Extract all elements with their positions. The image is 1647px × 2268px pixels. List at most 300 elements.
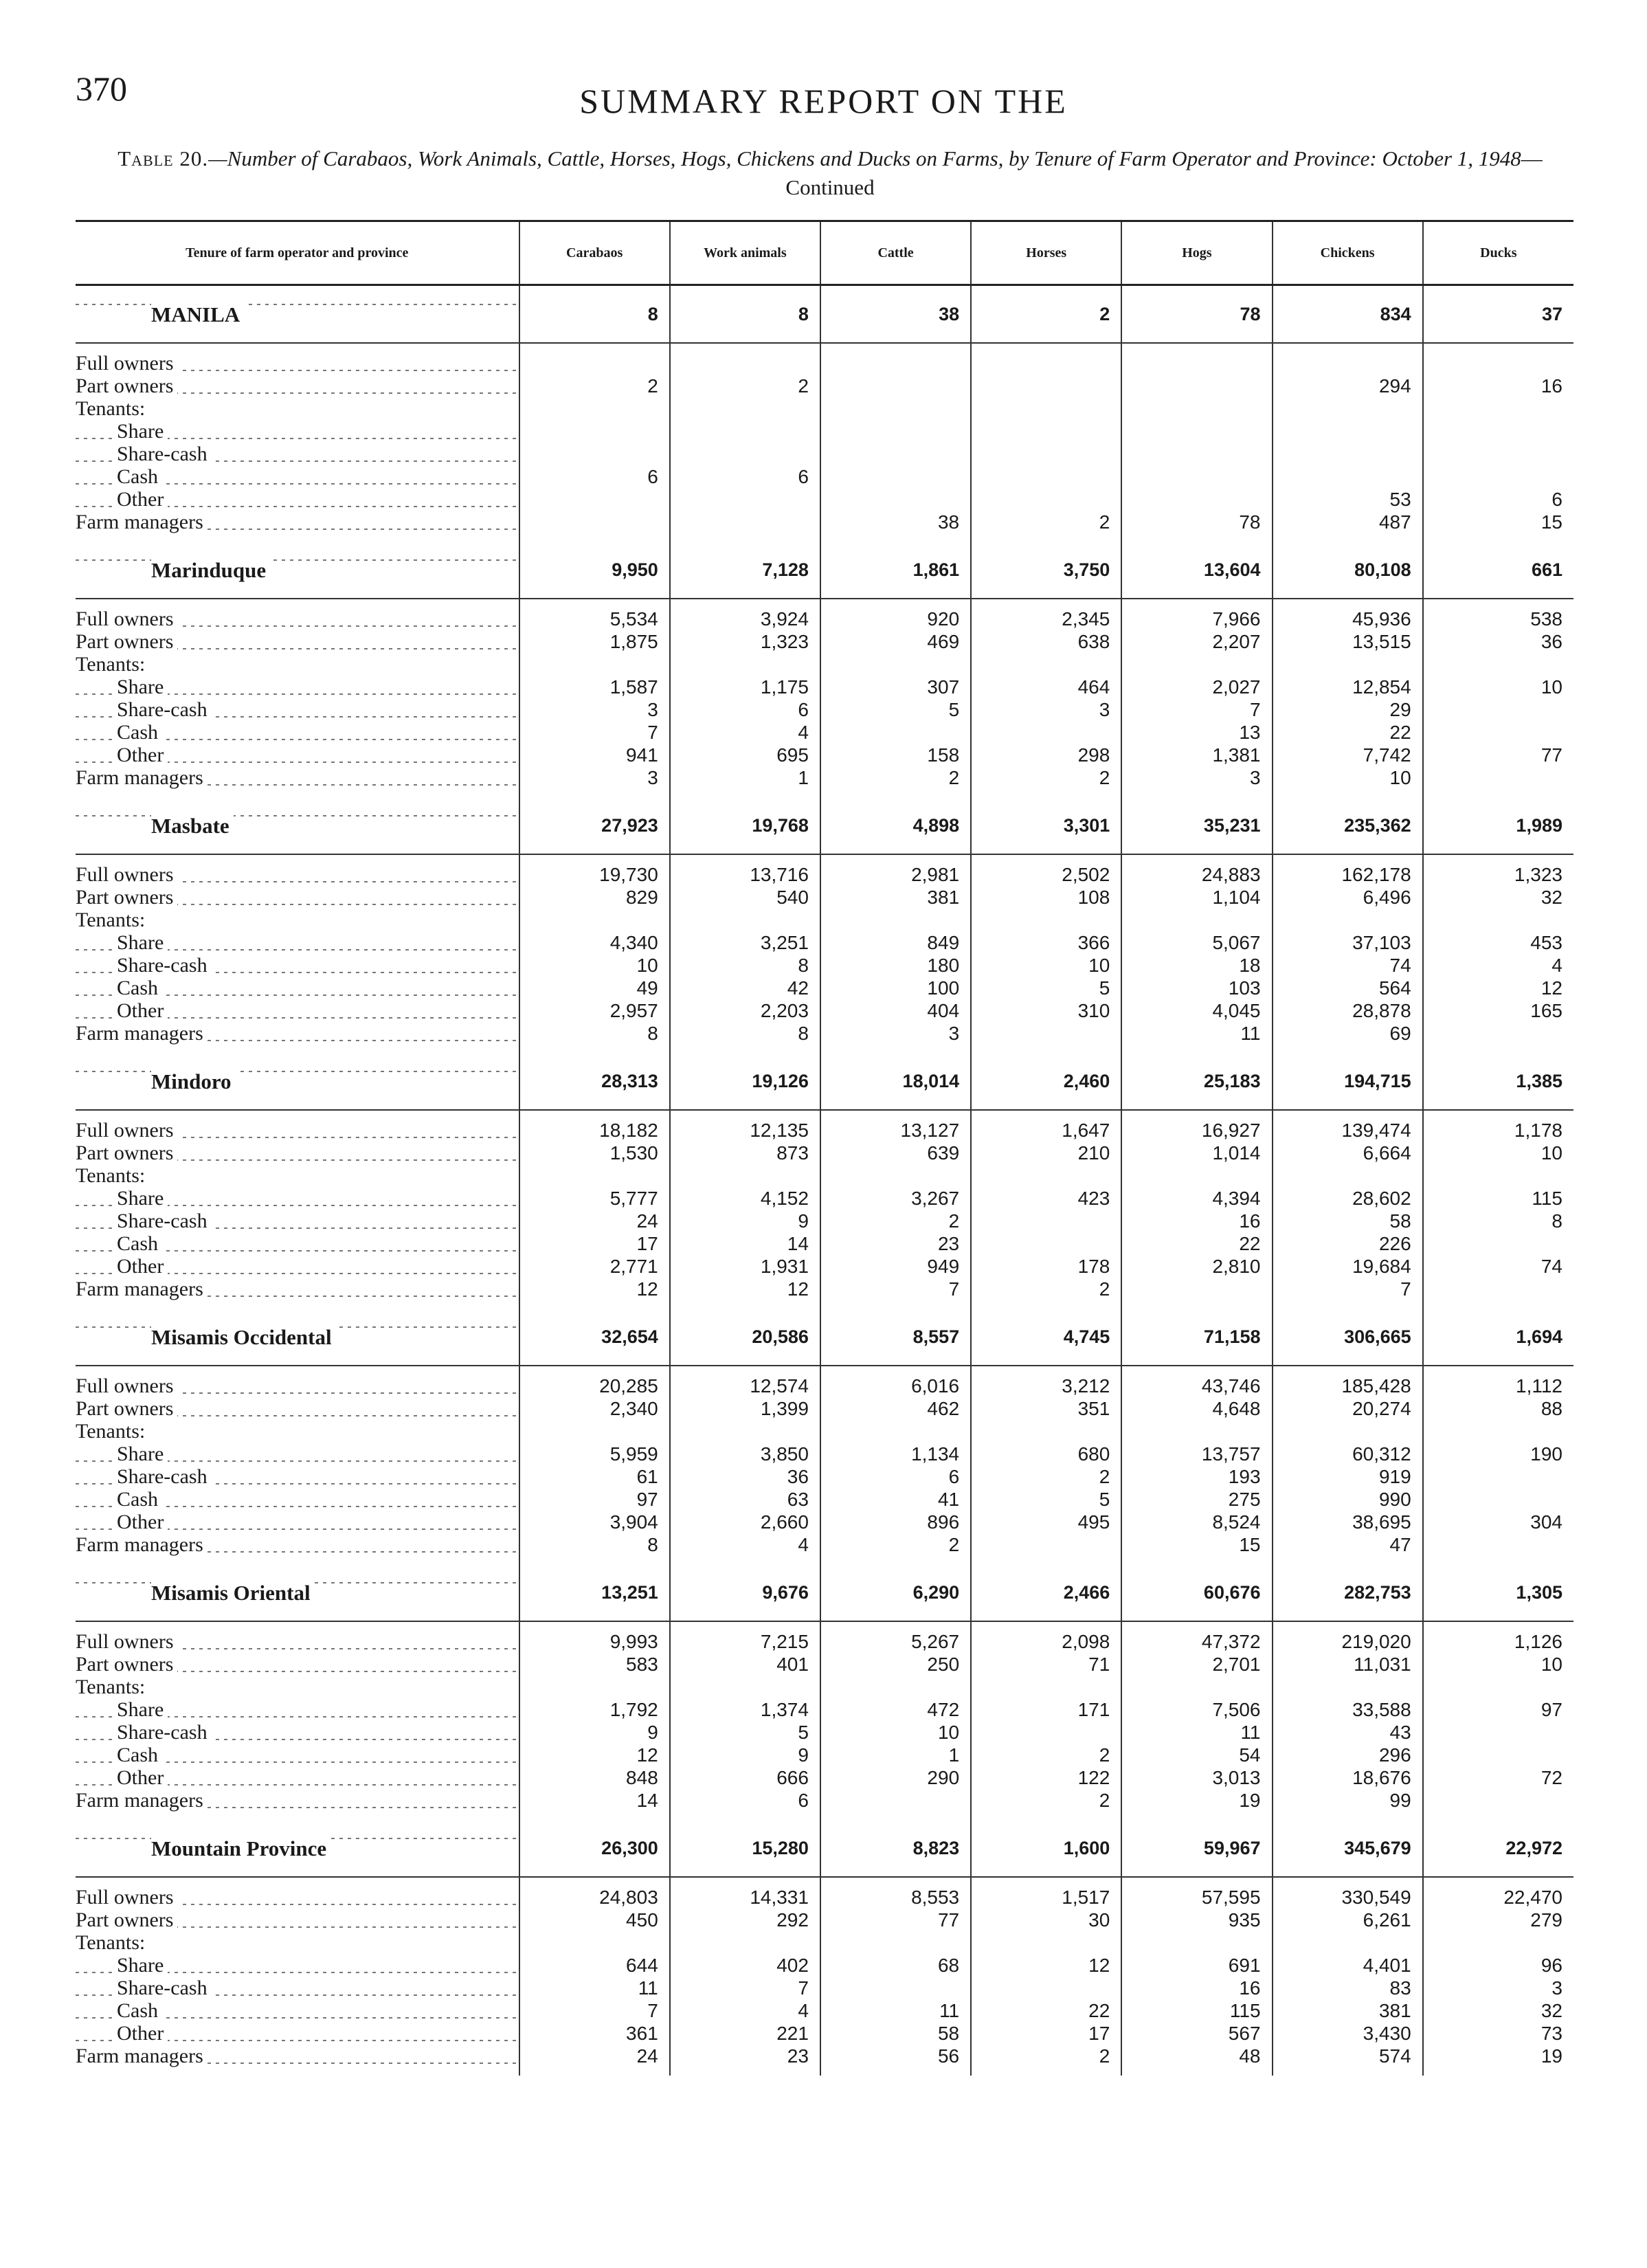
table-row	[76, 1676, 1573, 1698]
value-cell: 10	[971, 954, 1121, 977]
value-cell	[1423, 1676, 1573, 1698]
value-cell: 2,701	[1121, 1653, 1272, 1676]
total-cell: 194,715	[1273, 1053, 1423, 1110]
total-cell: 8,823	[820, 1820, 971, 1877]
row-spacer	[76, 1366, 1573, 1375]
spacer-cell	[971, 533, 1121, 542]
value-cell: 2,502	[971, 863, 1121, 886]
row-label: Other	[117, 999, 168, 1022]
value-cell: 5,959	[519, 1443, 670, 1465]
value-cell	[1423, 653, 1573, 676]
value-cell: 5	[820, 698, 971, 721]
row-label: Share	[117, 676, 168, 698]
value-cell: 20,285	[519, 1375, 670, 1397]
spacer-cell	[1121, 599, 1272, 608]
value-cell	[820, 1931, 971, 1954]
value-cell: 19,684	[1273, 1255, 1423, 1278]
row-label-cell	[76, 608, 519, 630]
spacer-cell	[670, 1556, 820, 1564]
province-label: Misamis Occidental	[151, 1325, 336, 1349]
row-label-cell	[76, 1676, 519, 1698]
spacer-cell	[820, 789, 971, 797]
spacer-cell	[670, 1110, 820, 1119]
row-label: Share-cash	[117, 1210, 212, 1232]
table-row	[76, 630, 1573, 653]
spacer-cell	[1121, 1045, 1272, 1053]
province-label: Mindoro	[151, 1069, 236, 1093]
value-cell	[1423, 443, 1573, 465]
value-cell: 896	[820, 1511, 971, 1533]
value-cell: 2,340	[519, 1397, 670, 1420]
spacer-cell	[1273, 343, 1423, 352]
value-cell: 464	[971, 676, 1121, 698]
spacer-cell	[670, 854, 820, 863]
table-row	[76, 1397, 1573, 1420]
value-cell	[1121, 465, 1272, 488]
spacer-cell	[519, 1045, 670, 1053]
value-cell	[1121, 653, 1272, 676]
value-cell: 2	[820, 1533, 971, 1556]
table-row	[76, 721, 1573, 744]
total-cell: 13,604	[1121, 542, 1272, 599]
value-cell: 12	[519, 1278, 670, 1300]
value-cell	[971, 721, 1121, 744]
value-cell: 57,595	[1121, 1886, 1272, 1909]
value-cell	[1423, 465, 1573, 488]
spacer-cell	[1273, 1300, 1423, 1309]
value-cell	[820, 397, 971, 420]
value-cell: 1,647	[971, 1119, 1121, 1142]
value-cell: 15	[1121, 1533, 1272, 1556]
row-label-cell	[76, 766, 519, 789]
spacer-cell	[76, 1300, 519, 1309]
total-cell: 4,898	[820, 797, 971, 854]
row-label: Farm managers	[76, 766, 208, 789]
table-row	[76, 1886, 1573, 1909]
value-cell: 24,883	[1121, 863, 1272, 886]
column-header-horses: Horses	[971, 221, 1121, 285]
spacer-cell	[1423, 1366, 1573, 1375]
table-row	[76, 676, 1573, 698]
value-cell: 1,374	[670, 1698, 820, 1721]
table-row	[76, 1999, 1573, 2022]
value-cell	[1121, 1931, 1272, 1954]
province-name	[76, 542, 519, 599]
value-cell: 12	[670, 1278, 820, 1300]
value-cell: 171	[971, 1698, 1121, 1721]
total-cell: 25,183	[1121, 1053, 1272, 1110]
column-header-carabaos: Carabaos	[519, 221, 670, 285]
value-cell: 2	[971, 1744, 1121, 1766]
row-label-cell	[76, 1954, 519, 1977]
spacer-cell	[519, 1621, 670, 1630]
row-spacer	[76, 1045, 1573, 1053]
spacer-cell	[76, 854, 519, 863]
value-cell	[1423, 721, 1573, 744]
row-spacer	[76, 343, 1573, 352]
value-cell: 540	[670, 886, 820, 909]
table-row	[76, 465, 1573, 488]
value-cell: 8	[670, 1022, 820, 1045]
value-cell	[971, 1022, 1121, 1045]
value-cell: 180	[820, 954, 971, 977]
total-cell: 80,108	[1273, 542, 1423, 599]
value-cell	[519, 1420, 670, 1443]
row-label: Other	[117, 2022, 168, 2045]
value-cell	[971, 443, 1121, 465]
value-cell: 29	[1273, 698, 1423, 721]
value-cell: 11	[1121, 1721, 1272, 1744]
row-label: Part owners	[76, 1909, 177, 1931]
value-cell: 849	[820, 931, 971, 954]
row-label-cell	[76, 1278, 519, 1300]
value-cell: 2,957	[519, 999, 670, 1022]
table-row	[76, 954, 1573, 977]
table-row	[76, 1278, 1573, 1300]
value-cell	[1121, 443, 1272, 465]
value-cell: 7	[519, 721, 670, 744]
value-cell: 366	[971, 931, 1121, 954]
value-cell: 5,534	[519, 608, 670, 630]
row-label: Full owners	[76, 863, 178, 886]
value-cell: 193	[1121, 1465, 1272, 1488]
value-cell: 10	[1273, 766, 1423, 789]
value-cell	[820, 352, 971, 375]
value-cell: 2	[971, 1789, 1121, 1812]
row-label: Full owners	[76, 1119, 178, 1142]
value-cell: 1,175	[670, 676, 820, 698]
spacer-cell	[519, 533, 670, 542]
row-label: Share	[117, 1187, 168, 1210]
value-cell: 2	[820, 766, 971, 789]
table-row	[76, 608, 1573, 630]
row-label-cell	[76, 375, 519, 397]
total-cell: 661	[1423, 542, 1573, 599]
value-cell: 3,430	[1273, 2022, 1423, 2045]
value-cell	[820, 1420, 971, 1443]
value-cell: 4	[670, 721, 820, 744]
value-cell: 404	[820, 999, 971, 1022]
table-row	[76, 1255, 1573, 1278]
value-cell	[820, 909, 971, 931]
row-label-cell	[76, 1397, 519, 1420]
value-cell: 58	[1273, 1210, 1423, 1232]
row-label: Cash	[117, 1999, 162, 2022]
value-cell: 1,126	[1423, 1630, 1573, 1653]
value-cell: 6,261	[1273, 1909, 1423, 1931]
value-cell	[519, 511, 670, 533]
value-cell: 18	[1121, 954, 1272, 977]
value-cell: 275	[1121, 1488, 1272, 1511]
spacer-cell	[1121, 1556, 1272, 1564]
value-cell: 13,515	[1273, 630, 1423, 653]
spacer-cell	[820, 1045, 971, 1053]
row-label: Tenants:	[76, 1931, 149, 1954]
value-cell: 58	[820, 2022, 971, 2045]
value-cell: 53	[1273, 488, 1423, 511]
value-cell	[971, 488, 1121, 511]
value-cell: 30	[971, 1909, 1121, 1931]
spacer-cell	[519, 789, 670, 797]
spacer-cell	[971, 1812, 1121, 1820]
row-label-cell	[76, 931, 519, 954]
row-label-cell	[76, 1931, 519, 1954]
value-cell: 221	[670, 2022, 820, 2045]
value-cell: 16	[1423, 375, 1573, 397]
value-cell	[1423, 1744, 1573, 1766]
value-cell: 63	[670, 1488, 820, 1511]
value-cell: 47,372	[1121, 1630, 1272, 1653]
row-label: Tenants:	[76, 909, 149, 931]
spacer-cell	[1423, 1877, 1573, 1886]
value-cell	[971, 420, 1121, 443]
spacer-cell	[1273, 533, 1423, 542]
total-cell: 834	[1273, 285, 1423, 344]
value-cell	[1273, 397, 1423, 420]
value-cell: 7,215	[670, 1630, 820, 1653]
total-cell: 27,923	[519, 797, 670, 854]
spacer-cell	[76, 1556, 519, 1564]
value-cell: 3,251	[670, 931, 820, 954]
total-cell: 15,280	[670, 1820, 820, 1877]
value-cell: 3	[519, 698, 670, 721]
table-row	[76, 2022, 1573, 2045]
total-cell: 2,466	[971, 1564, 1121, 1621]
row-label-cell	[76, 698, 519, 721]
spacer-cell	[519, 1300, 670, 1309]
value-cell	[519, 909, 670, 931]
total-cell: 26,300	[519, 1820, 670, 1877]
spacer-cell	[519, 599, 670, 608]
value-cell: 2,345	[971, 608, 1121, 630]
value-cell: 279	[1423, 1909, 1573, 1931]
row-label: Share-cash	[117, 443, 212, 465]
value-cell: 72	[1423, 1766, 1573, 1789]
total-cell: 1,694	[1423, 1309, 1573, 1366]
total-cell: 306,665	[1273, 1309, 1423, 1366]
value-cell: 28,602	[1273, 1187, 1423, 1210]
spacer-cell	[1121, 789, 1272, 797]
value-cell: 450	[519, 1909, 670, 1931]
value-cell: 10	[1423, 1142, 1573, 1164]
value-cell: 6	[670, 1789, 820, 1812]
total-cell: 7,128	[670, 542, 820, 599]
value-cell	[820, 653, 971, 676]
row-label: Full owners	[76, 352, 178, 375]
value-cell: 77	[1423, 744, 1573, 766]
row-label: Full owners	[76, 608, 178, 630]
value-cell: 4,340	[519, 931, 670, 954]
value-cell: 16,927	[1121, 1119, 1272, 1142]
spacer-cell	[76, 599, 519, 608]
value-cell: 12,135	[670, 1119, 820, 1142]
row-spacer	[76, 854, 1573, 863]
value-cell: 4,394	[1121, 1187, 1272, 1210]
spacer-cell	[1423, 1110, 1573, 1119]
total-cell: 282,753	[1273, 1564, 1423, 1621]
row-label: Share-cash	[117, 1465, 212, 1488]
value-cell: 2	[971, 1278, 1121, 1300]
row-label-cell	[76, 1488, 519, 1511]
value-cell	[1121, 909, 1272, 931]
caption-continued: —Continued	[785, 146, 1543, 199]
value-cell: 71	[971, 1653, 1121, 1676]
value-cell: 16	[1121, 1977, 1272, 1999]
value-cell: 1,134	[820, 1443, 971, 1465]
value-cell: 381	[820, 886, 971, 909]
total-cell: 1,600	[971, 1820, 1121, 1877]
value-cell: 3	[1423, 1977, 1573, 1999]
row-label-cell	[76, 909, 519, 931]
value-cell	[670, 909, 820, 931]
row-spacer	[76, 1621, 1573, 1630]
province-name	[76, 1053, 519, 1110]
spacer-cell	[1121, 1812, 1272, 1820]
spacer-cell	[670, 1877, 820, 1886]
value-cell	[1121, 397, 1272, 420]
value-cell: 28,878	[1273, 999, 1423, 1022]
value-cell: 43	[1273, 1721, 1423, 1744]
value-cell	[1121, 375, 1272, 397]
value-cell: 74	[1273, 954, 1423, 977]
row-label: Share-cash	[117, 954, 212, 977]
value-cell	[670, 1420, 820, 1443]
table-row	[76, 1232, 1573, 1255]
value-cell: 3	[1121, 766, 1272, 789]
value-cell: 158	[820, 744, 971, 766]
spacer-cell	[971, 1366, 1121, 1375]
value-cell: 453	[1423, 931, 1573, 954]
row-label-cell	[76, 1744, 519, 1766]
value-cell: 6,664	[1273, 1142, 1423, 1164]
spacer-cell	[670, 1366, 820, 1375]
value-cell	[519, 1931, 670, 1954]
value-cell: 2	[820, 1210, 971, 1232]
spacer-cell	[76, 1621, 519, 1630]
spacer-cell	[971, 2067, 1121, 2076]
value-cell	[971, 397, 1121, 420]
value-cell: 4,045	[1121, 999, 1272, 1022]
value-cell: 294	[1273, 375, 1423, 397]
value-cell	[519, 420, 670, 443]
value-cell: 381	[1273, 1999, 1423, 2022]
spacer-cell	[1121, 533, 1272, 542]
row-label-cell	[76, 465, 519, 488]
value-cell: 401	[670, 1653, 820, 1676]
value-cell: 24	[519, 1210, 670, 1232]
value-cell: 12	[519, 1744, 670, 1766]
value-cell: 24,803	[519, 1886, 670, 1909]
value-cell: 2,981	[820, 863, 971, 886]
value-cell: 402	[670, 1954, 820, 1977]
spacer-cell	[519, 1366, 670, 1375]
table-row	[76, 1142, 1573, 1164]
spacer-cell	[519, 1556, 670, 1564]
row-spacer	[76, 1110, 1573, 1119]
row-spacer	[76, 1812, 1573, 1820]
spacer-cell	[1423, 1812, 1573, 1820]
row-label: Cash	[117, 977, 162, 999]
table-row	[76, 1977, 1573, 1999]
table-row	[76, 1488, 1573, 1511]
row-label-cell	[76, 1909, 519, 1931]
value-cell: 2,207	[1121, 630, 1272, 653]
value-cell: 108	[971, 886, 1121, 909]
table-row	[76, 999, 1573, 1022]
value-cell: 99	[1273, 1789, 1423, 1812]
value-cell: 6,496	[1273, 886, 1423, 909]
spacer-cell	[1121, 1110, 1272, 1119]
value-cell: 4,401	[1273, 1954, 1423, 1977]
value-cell	[820, 443, 971, 465]
value-cell	[971, 375, 1121, 397]
total-cell: 4,745	[971, 1309, 1121, 1366]
value-cell: 20,274	[1273, 1397, 1423, 1420]
value-cell: 1,014	[1121, 1142, 1272, 1164]
value-cell: 310	[971, 999, 1121, 1022]
value-cell	[1423, 1232, 1573, 1255]
row-label-cell	[76, 397, 519, 420]
table-row	[76, 352, 1573, 375]
spacer-cell	[519, 1110, 670, 1119]
value-cell	[519, 653, 670, 676]
value-cell: 18,182	[519, 1119, 670, 1142]
value-cell	[820, 1164, 971, 1187]
value-cell: 56	[820, 2045, 971, 2067]
row-label-cell	[76, 886, 519, 909]
spacer-cell	[820, 343, 971, 352]
page-number: 370	[76, 69, 127, 108]
spacer-cell	[1121, 1621, 1272, 1630]
table-row	[76, 653, 1573, 676]
value-cell: 11,031	[1273, 1653, 1423, 1676]
value-cell	[1121, 1278, 1272, 1300]
value-cell: 9,993	[519, 1630, 670, 1653]
province-label: Misamis Oriental	[151, 1581, 315, 1605]
row-label-cell	[76, 744, 519, 766]
value-cell	[971, 1931, 1121, 1954]
value-cell	[971, 1164, 1121, 1187]
value-cell: 1,323	[670, 630, 820, 653]
value-cell: 2	[971, 2045, 1121, 2067]
value-cell: 45,936	[1273, 608, 1423, 630]
value-cell: 10	[519, 954, 670, 977]
spacer-cell	[820, 1877, 971, 1886]
value-cell	[971, 1533, 1121, 1556]
table-row	[76, 1744, 1573, 1766]
province-row-mindoro	[76, 1053, 1573, 1110]
row-label: Cash	[117, 721, 162, 744]
row-label: Share	[117, 1954, 168, 1977]
value-cell: 1,112	[1423, 1375, 1573, 1397]
row-label-cell	[76, 1999, 519, 2022]
row-label: Share	[117, 931, 168, 954]
spacer-cell	[1273, 1045, 1423, 1053]
row-label: Full owners	[76, 1886, 178, 1909]
province-label: Masbate	[151, 814, 234, 838]
value-cell: 24	[519, 2045, 670, 2067]
value-cell: 78	[1121, 511, 1272, 533]
table-row	[76, 397, 1573, 420]
table-row	[76, 744, 1573, 766]
value-cell: 1	[820, 1744, 971, 1766]
row-label: Share	[117, 420, 168, 443]
value-cell	[1423, 1278, 1573, 1300]
value-cell: 873	[670, 1142, 820, 1164]
value-cell: 19	[1121, 1789, 1272, 1812]
value-cell	[1121, 488, 1272, 511]
table-row	[76, 1420, 1573, 1443]
